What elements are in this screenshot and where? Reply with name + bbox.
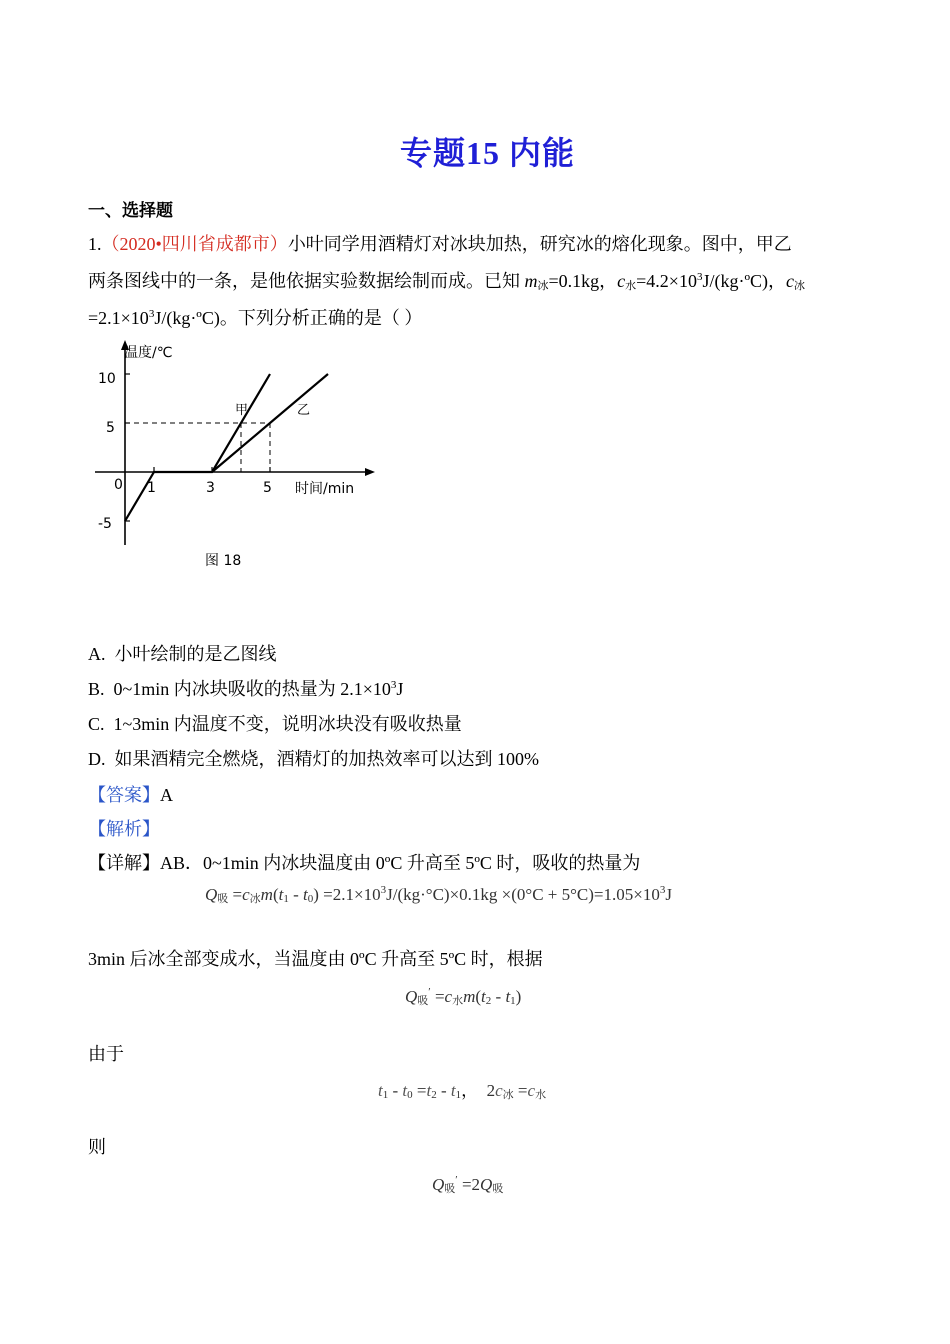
analysis-label: 【解析】 xyxy=(88,819,160,839)
question-source: （2020•四川省成都市） xyxy=(101,234,288,254)
detail-line xyxy=(88,849,640,875)
figure-18-graph xyxy=(90,335,390,585)
question-text-1: 小叶同学用酒精灯对冰块加热，研究冰的熔化现象。图中，甲乙 xyxy=(287,234,792,254)
option-b: B. 0~1min 内冰块吸收的热量为 $2.1\times 10^3J$ xyxy=(88,679,404,699)
equation-4: Q吸′ =2Q吸 xyxy=(432,1174,504,1195)
answer-label: 【答案】 xyxy=(88,785,160,805)
detail-text: AB．0~1min 内冰块温度由 0ºC 升高至 5ºC 时，吸收的热量为 xyxy=(160,853,641,873)
chart-plot xyxy=(95,340,375,545)
x-axis-arrow xyxy=(365,468,375,476)
y-tick-10: 10 xyxy=(98,371,116,387)
x-axis-label: 时间/min xyxy=(295,481,355,497)
equation-1: Q吸 =c冰$m(t1 - t0) =2.1\times 10^3J/(kg\cdot^\circ C)\times 0.1kg \times(0^\circ C + 5^\circ C)=1.05\times 10^3J$ xyxy=(205,884,672,905)
section-heading: 一、选择题 xyxy=(88,201,173,220)
y-axis-label: 温度/℃ xyxy=(124,345,173,361)
option-c: C. 1~3min 内温度不变，说明冰块没有吸收热量 xyxy=(88,714,462,734)
page-title: 专题15 内能 xyxy=(399,135,575,171)
figure-caption: 图 18 xyxy=(205,553,242,569)
question-line-2: 两条图线中的一条，是他依据实验数据绘制而成。已知 m冰=0.1kg，c水$=4.2\times 10^3J/(kg\cdot ºC)$，c冰 xyxy=(88,271,806,292)
option-a: A. 小叶绘制的是乙图线 xyxy=(88,644,277,664)
y-tick-5: 5 xyxy=(106,420,115,436)
y-tick-minus5: -5 xyxy=(98,516,112,532)
equation-3: t1 - t0 =t2 - t1， 2c冰 =c水 xyxy=(378,1081,547,1101)
answer-line xyxy=(88,781,173,807)
y-tick-0: 0 xyxy=(114,477,123,493)
option-d: D. 如果酒精完全燃烧，酒精灯的加热效率可以达到 100% xyxy=(88,749,539,769)
question-line-1 xyxy=(88,230,792,256)
answer-value: A xyxy=(160,785,173,805)
x-tick-3: 3 xyxy=(206,480,215,496)
question-line-3: $=2.1\times 10^3J/(kg\cdot ºC)$。下列分析正确的是（ ） xyxy=(88,308,423,328)
line-label-yi: 乙 xyxy=(297,403,311,418)
paragraph-4: 则 xyxy=(88,1137,106,1157)
question-number: 1. xyxy=(88,234,102,254)
series-line-yi xyxy=(212,374,328,472)
paragraph-3: 由于 xyxy=(88,1044,124,1064)
line-label-jia: 甲 xyxy=(235,403,249,418)
equation-2: Q吸′ =c水m(t2 - t1) xyxy=(405,986,522,1007)
x-tick-5: 5 xyxy=(263,480,272,496)
series-line-jia xyxy=(125,374,270,521)
x-tick-1: 1 xyxy=(147,480,156,496)
detail-label: 【详解】 xyxy=(88,853,160,873)
paragraph-2: 3min 后冰全部变成水，当温度由 0ºC 升高至 5ºC 时，根据 xyxy=(88,949,543,969)
